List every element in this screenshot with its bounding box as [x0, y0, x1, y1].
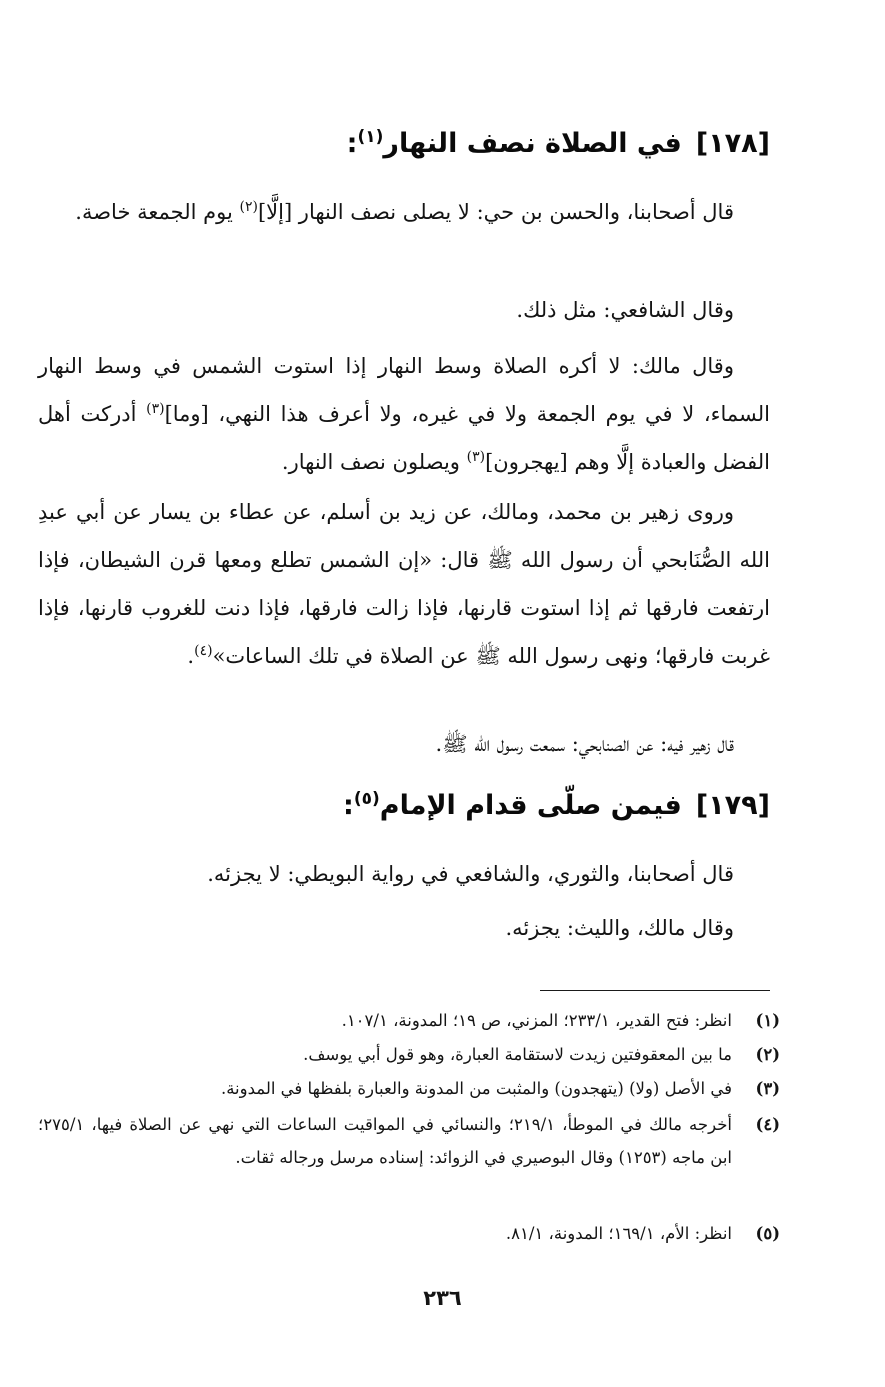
footnote-ref: (٢) [239, 199, 258, 215]
footnote-ref: (٣) [146, 401, 165, 417]
page-number: ٢٣٦ [423, 1286, 462, 1310]
footnote [38, 1108, 780, 1174]
section-title: في الصلاة نصف النهار [383, 128, 682, 159]
footnote-number: (٥) [755, 1224, 780, 1243]
heading-colon: : [346, 128, 358, 159]
paragraph: قال زهير فيه: عن الصنابحي: سمعت رسول الله ﷺ. [435, 732, 734, 756]
footnote-number: (١) [755, 1011, 780, 1030]
footnote-ref: (٣) [466, 449, 486, 465]
footnote-number: (٣) [755, 1079, 780, 1098]
paragraph: قال أصحابنا، والحسن بن حي: لا يصلى نصف النهار [إلَّا]$^{(٢)}$ يوم الجمعة خاصة. [75, 199, 734, 224]
footnote-text: أخرجه مالك في الموطأ، ٢١٩/١؛ والنسائي في المواقيت الساعات التي نهي عن الصلاة فيها، ٢٧٥/١؛ ابن ماجه (١٢٥٣) وقال البوصيري في الزوائد: إسناده مرسل ورجاله ثقات. [38, 1115, 732, 1167]
footnote-text: انظر: فتح القدير، ٢٣٣/١؛ المزني، ص ١٩؛ المدونة، ١٠٧/١. [341, 1011, 732, 1030]
paragraph: قال أصحابنا، والثوري، والشافعي في رواية البويطي: لا يجزئه. [207, 862, 734, 886]
footnote-number: (٤) [755, 1115, 780, 1134]
footnote-ref: (١) [357, 127, 384, 147]
footnote-separator [540, 990, 770, 991]
section-heading-179 [40, 786, 770, 826]
paragraph: وروى زهير بن محمد، ومالك، عن زيد بن أسلم، عن عطاء بن يسار عن أبي عبدِ الله الصُّنَابحي أن رسول الله ﷺ قال: «إن الشمس تطلع ومعها قرن الشيطان، فإذا ارتفعت فارقها ثم إذا استوت قارنها، فإذا زالت فارقها، فإذا دنت للغروب قارنها، فإذا غربت فارقها؛ ونهى رسول الله ﷺ عن الصلاة في تلك الساعات»$^{(٤)}$. [38, 500, 770, 668]
paragraph: وقال مالك، والليث: يجزئه. [505, 916, 734, 940]
section-number: [١٧٩] [695, 790, 770, 821]
section-title: فيمن صلّى قدام الإمام [379, 790, 682, 821]
footnote [38, 1004, 780, 1037]
footnote-text: في الأصل (ولا) (يتهجدون) والمثبت من المدونة والعبارة بلفظها في المدونة. [220, 1079, 732, 1098]
footnote [38, 1072, 780, 1105]
footnote [38, 1217, 780, 1250]
paragraph: وقال الشافعي: مثل ذلك. [516, 298, 734, 322]
footnote [38, 1038, 780, 1071]
footnote-number: (٢) [755, 1045, 780, 1064]
footnote-text: ما بين المعقوفتين زيدت لاستقامة العبارة، وهو قول أبي يوسف. [303, 1045, 732, 1064]
section-number: [١٧٨] [695, 128, 770, 159]
heading-colon: : [343, 790, 354, 821]
footnote-text: انظر: الأم، ١٦٩/١؛ المدونة، ٨١/١. [505, 1224, 732, 1243]
section-heading-178 [40, 124, 770, 164]
footnote-ref: (٤) [194, 643, 213, 659]
footnote-ref: (٥) [353, 789, 380, 809]
paragraph: وقال مالك: لا أكره الصلاة وسط النهار إذا استوت الشمس في وسط النهار السماء، لا في يوم الجمعة ولا في غيره، ولا أعرف هذا النهي، [وما]$^{(٣)}$ أدركت أهل الفضل والعبادة إلَّا وهم [يهجرون]$^{(٣)}$ ويصلون نصف النهار. [38, 354, 771, 474]
